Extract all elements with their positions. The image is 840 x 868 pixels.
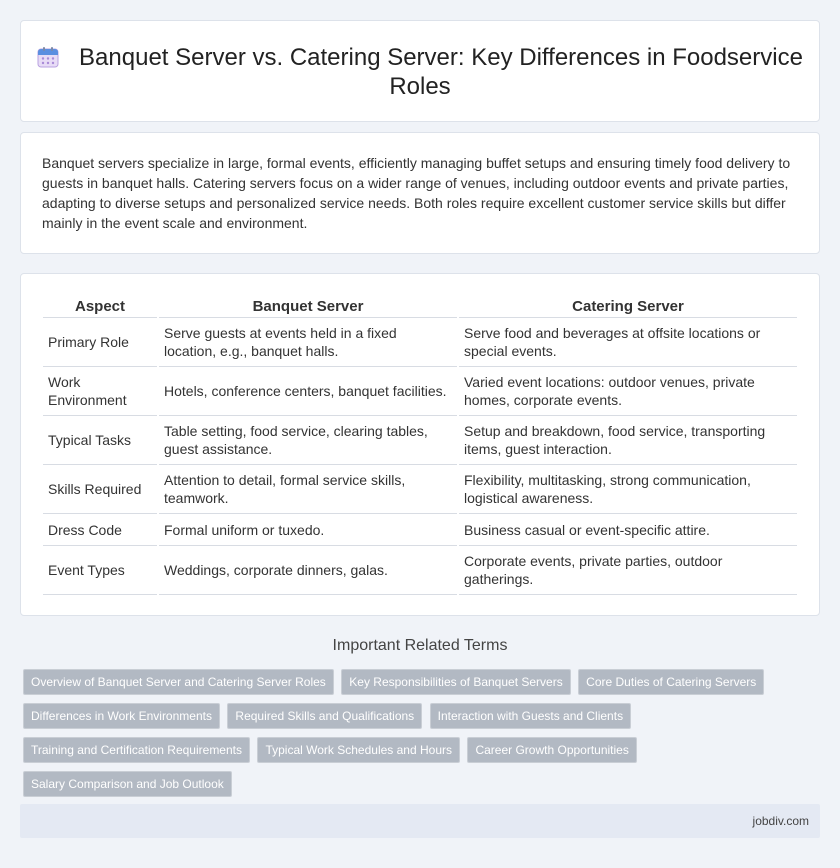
title-card: [20, 20, 820, 122]
related-term-tag[interactable]: Career Growth Opportunities: [467, 737, 636, 763]
row-aspect: Typical Tasks: [43, 416, 157, 465]
row-banquet: Table setting, food service, clearing tables, guest assistance.: [159, 416, 457, 465]
comparison-table: [41, 296, 799, 595]
page-header: [21, 43, 819, 101]
related-term-tag[interactable]: Core Duties of Catering Servers: [578, 669, 764, 695]
table-row: [43, 514, 797, 546]
row-banquet: Formal uniform or tuxedo.: [159, 514, 457, 546]
row-catering: Setup and breakdown, food service, transporting items, guest interaction.: [459, 416, 797, 465]
footer-site-link[interactable]: jobdiv.com: [752, 814, 809, 828]
related-term-tag[interactable]: Key Responsibilities of Banquet Servers: [341, 669, 570, 695]
related-term-tag[interactable]: Differences in Work Environments: [23, 703, 220, 729]
table-row: [43, 416, 797, 465]
row-catering: Business casual or event-specific attire.: [459, 514, 797, 546]
row-aspect: Dress Code: [43, 514, 157, 546]
related-terms-tags: [23, 669, 813, 805]
related-term-tag[interactable]: Overview of Banquet Server and Catering Server Roles: [23, 669, 334, 695]
row-banquet: Attention to detail, formal service skills, teamwork.: [159, 465, 457, 514]
row-aspect: Event Types: [43, 546, 157, 595]
header-aspect: Aspect: [43, 296, 157, 318]
row-catering: Varied event locations: outdoor venues, private homes, corporate events.: [459, 367, 797, 416]
related-term-tag[interactable]: Interaction with Guests and Clients: [430, 703, 631, 729]
header-banquet-server: Banquet Server: [159, 296, 457, 318]
row-aspect: Primary Role: [43, 318, 157, 367]
row-aspect: Work Environment: [43, 367, 157, 416]
table-row: [43, 546, 797, 595]
comparison-card: [20, 273, 820, 616]
page-title-text: Banquet Server vs. Catering Server: Key Differences in Foodservice Roles: [79, 44, 803, 100]
row-catering: Serve food and beverages at offsite locations or special events.: [459, 318, 797, 367]
footer: [20, 804, 820, 838]
calendar-icon: [37, 46, 59, 68]
row-banquet: Serve guests at events held in a fixed location, e.g., banquet halls.: [159, 318, 457, 367]
page-title: [21, 43, 819, 101]
related-term-tag[interactable]: Training and Certification Requirements: [23, 737, 250, 763]
table-row: [43, 367, 797, 416]
row-catering: Flexibility, multitasking, strong communication, logistical awareness.: [459, 465, 797, 514]
related-term-tag[interactable]: Required Skills and Qualifications: [227, 703, 422, 729]
row-banquet: Hotels, conference centers, banquet facilities.: [159, 367, 457, 416]
row-aspect: Skills Required: [43, 465, 157, 514]
table-row: [43, 465, 797, 514]
row-catering: Corporate events, private parties, outdoor gatherings.: [459, 546, 797, 595]
table-header-row: [43, 296, 797, 318]
intro-card: [20, 132, 820, 254]
related-terms-title: Important Related Terms: [332, 637, 508, 654]
intro-paragraph: Banquet servers specialize in large, formal events, efficiently managing buffet setups and ensuring timely food delivery to guests in banquet halls. Catering servers focus on a wider range of venues, including outdoor events and private parties, adapting to diverse setups and personalized service needs. Both roles require excellent customer service skills but differ mainly in the event scale and environment.: [42, 155, 791, 231]
row-banquet: Weddings, corporate dinners, galas.: [159, 546, 457, 595]
table-row: [43, 318, 797, 367]
related-term-tag[interactable]: Typical Work Schedules and Hours: [257, 737, 460, 763]
related-term-tag[interactable]: Salary Comparison and Job Outlook: [23, 771, 232, 797]
header-catering-server: Catering Server: [459, 296, 797, 318]
